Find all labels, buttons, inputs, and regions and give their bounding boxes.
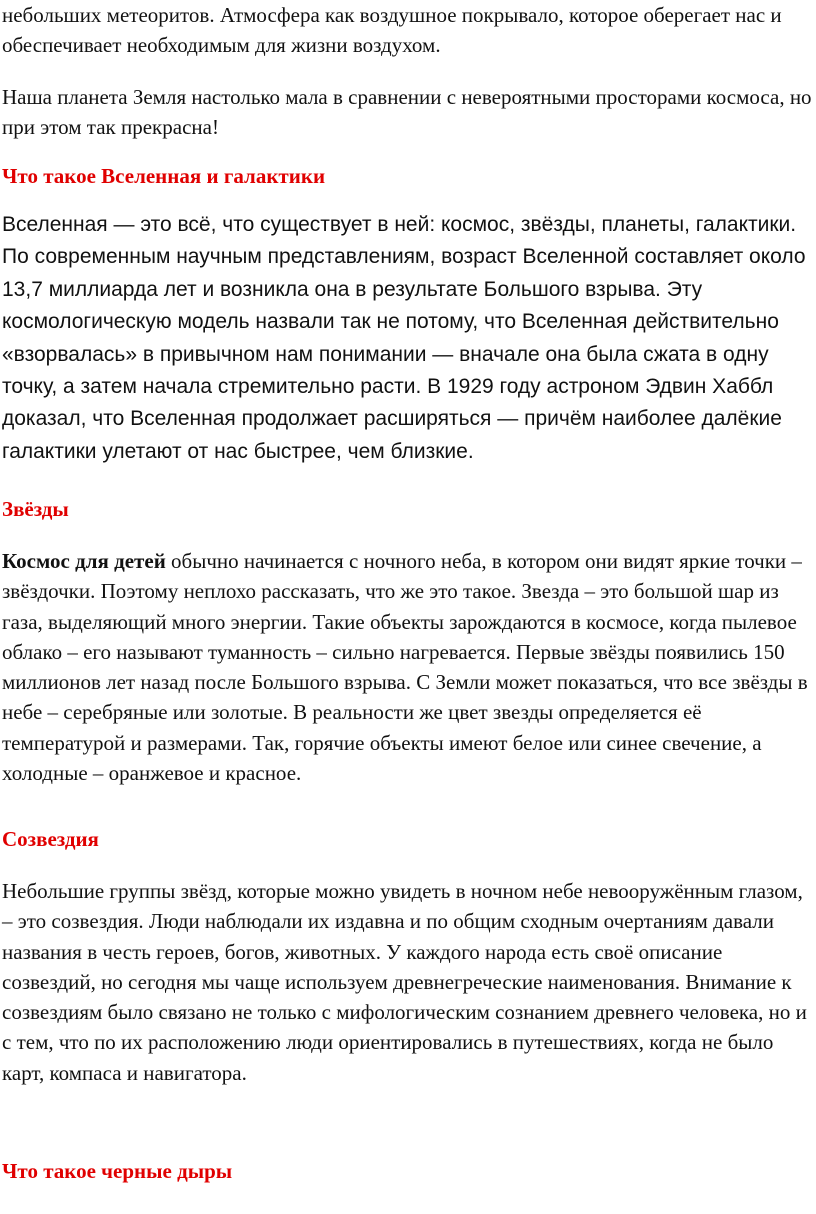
paragraph-stars-text: обычно начинается с ночного неба, в котором они видят яркие точки – звёздочки. Поэтому неплохо рассказать, что же это такое. Звезда – это большой шар из газа, выделяющий много энергии. Такие объекты зарождаются в космосе, когда пылевое облако – его называют туманность – сильно нагревается. Первые звёзды появились 150 миллионов лет назад после Большого взрыва. С Земли может показаться, что все звёзды в небе – серебряные или золотые. В реальности же цвет звезды определяется её температурой и размерами. Так, горячие объекты имеют белое или синее свечение, а холодные – оранжевое и красное. <box>2 549 808 786</box>
paragraph-universe: Вселенная — это всё, что существует в ней: космос, звёзды, планеты, галактики. По современным научным представлениям, возраст Вселенной составляет около 13,7 миллиарда лет и возникла она в результате Большого взрыва. Эту космологическую модель назвали так не потому, что Вселенная действительно «взорвалась» в привычном нам понимании — вначале она была сжата в одну точку, а затем начала стремительно расти. В 1929 году астроном Эдвин Хаббл доказал, что Вселенная продолжает расширяться — причём наиболее далёкие галактики улетают от нас быстрее, чем близкие. <box>2 213 806 463</box>
heading-constellations: Созвездия <box>2 827 99 851</box>
paragraph-atmosphere: небольших метеоритов. Атмосфера как воздушное покрывало, которое оберегает нас и обеспечивает необходимым для жизни воздухом. <box>2 3 782 57</box>
paragraph-constellations: Небольшие группы звёзд, которые можно увидеть в ночном небе невооружённым глазом, – это созвездия. Люди наблюдали их издавна и по общим сходным очертаниям давали названия в честь героев, богов, животных. У каждого народа есть своё описание созвездий, но сегодня мы чаще используем древнегреческие наименования. Внимание к созвездиям было связано не только с мифологическим сознанием древнего человека, но и с тем, что по их расположению люди ориентировались в путешествиях, когда не было карт, компаса и навигатора. <box>2 879 807 1085</box>
heading-black-holes: Что такое черные дыры <box>2 1159 233 1183</box>
paragraph-stars <box>2 546 814 788</box>
heading-stars: Звёзды <box>2 497 69 521</box>
paragraph-earth: Наша планета Земля настолько мала в сравнении с невероятными просторами космоса, но при этом так прекрасна! <box>2 85 812 139</box>
bold-phrase: Космос для детей <box>2 549 166 573</box>
heading-universe: Что такое Вселенная и галактики <box>2 164 326 188</box>
